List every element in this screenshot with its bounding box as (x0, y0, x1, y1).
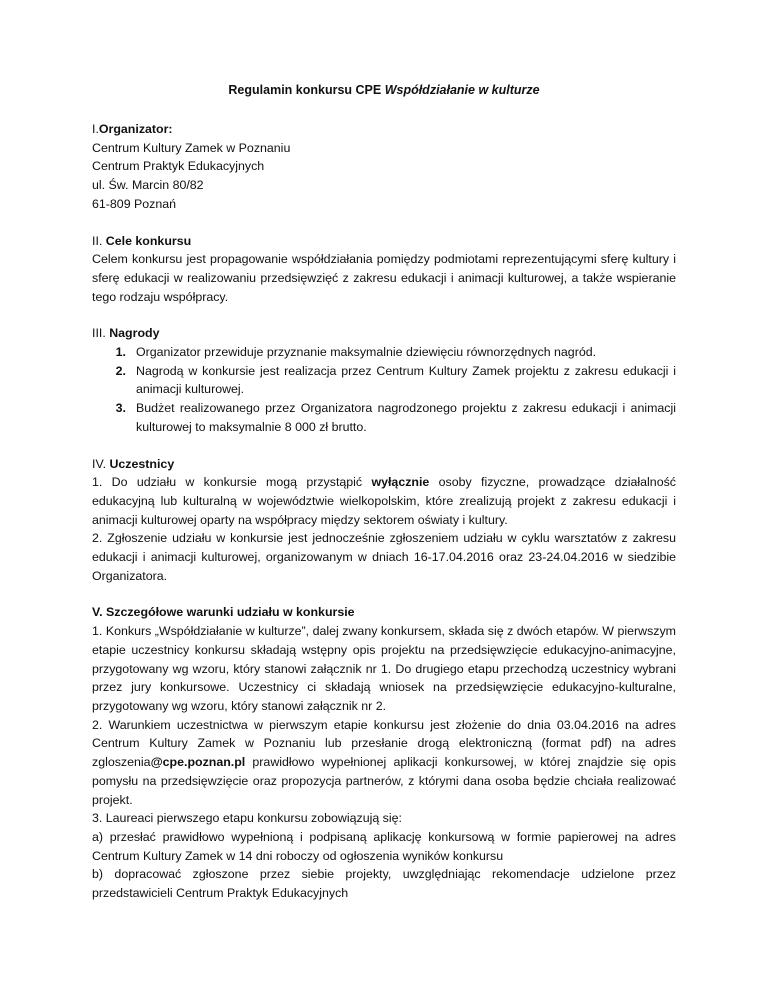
organizer-line: Centrum Kultury Zamek w Poznaniu (92, 140, 291, 155)
section-heading: IV. Uczestnicy (92, 456, 175, 471)
section-participants (92, 455, 676, 586)
list-item: 1. Organizator przewiduje przyznanie maksymalnie dziewięciu równorzędnych nagród. (115, 345, 597, 360)
conditions-paragraph-2: 2. Warunkiem uczestnictwa w pierwszym etapie konkursu jest złożenie do dnia 03.04.2016 na adres Centrum Kultury Zamek w Poznaniu lub przesłanie drogą elektroniczną (format pdf) na adres zgloszenia@cpe.poznan.pl prawidłowo wypełnionej aplikacji konkursowej, w której znajdzie się opis pomysłu na przedsięwzięcie oraz propozycja partnerów, z którymi dana osoba będzie chciała realizować projekt. (92, 717, 676, 807)
awards-list (92, 343, 676, 437)
conditions-item-b: b) dopracować zgłoszone przez siebie projekty, uwzględniając rekomendacje udzielone przez przedstawicieli Centrum Praktyk Edukacyjnych (92, 867, 676, 901)
document-title (0, 80, 768, 100)
section-heading: II. Cele konkursu (92, 233, 192, 248)
email-domain: @cpe.poznan.pl (150, 755, 246, 770)
organizer-line: Centrum Praktyk Edukacyjnych (92, 159, 265, 174)
organizer-line: 61-809 Poznań (92, 196, 177, 211)
participants-paragraph-1: 1. Do udziału w konkursie mogą przystąpić wyłącznie osoby fizyczne, prowadzące działalność edukacyjną lub kulturalną w województwie wielkopolskim, które zrealizują projekt z zakresu edukacji i animacji kulturowej oparty na współpracy między sektorem oświaty i kultury. (92, 475, 676, 527)
list-item: 2. Nagrodą w konkursie jest realizacja przez Centrum Kultury Zamek projektu z zakresu edukacji i animacji kulturowej. (115, 363, 676, 397)
title-text: Regulamin konkursu CPE (228, 83, 385, 97)
conditions-paragraph-1: 1. Konkurs „Współdziałanie w kulturze”, dalej zwany konkursem, składa się z dwóch etapów. W pierwszym etapie uczestnicy konkursu składają wstępny opis projektu na przedsięwzięcie edukacyjno-animacyjne, przygotowany wg wzoru, który stanowi załącznik nr 1. Do drugiego etapu przechodzą uczestnicy wybrani przez jury konkursowe. Uczestnicy ci składają wniosek na przedsięwzięcie edukacyjno-kulturalne, przygotowany wg wzoru, który stanowi załącznik nr 2. (92, 624, 676, 713)
section-heading: I.Organizator: (92, 122, 173, 136)
goals-text: Celem konkursu jest propagowanie współdziałania pomiędzy podmiotami reprezentującymi sferę kultury i sferę edukacji w realizowaniu przedsięwzięć z zakresu edukacji i animacji kulturowej, a także wspieranie tego rodzaju współpracy. (92, 252, 676, 304)
conditions-item-a: a) przesłać prawidłowo wypełnioną i podpisaną aplikację konkursową w formie papierowej na adres Centrum Kultury Zamek w 14 dni roboczy od ogłoszenia wyników konkursu (92, 829, 676, 863)
section-heading: V. Szczegółowe warunki udziału w konkursie (92, 605, 355, 620)
title-italic: Współdziałanie w kulturze (384, 83, 540, 97)
section-organizer (92, 120, 676, 214)
list-item: 3. Budżet realizowanego przez Organizatora nagrodzonego projektu z zakresu edukacji i animacji kulturowej to maksymalnie 8 000 zł brutto. (115, 401, 676, 434)
document-body (92, 120, 676, 921)
section-awards (92, 324, 676, 436)
participants-paragraph-2: 2. Zgłoszenie udziału w konkursie jest jednocześnie zgłoszeniem udziału w cyklu warsztatów z zakresu edukacji i animacji kulturowej, organizowanym w dniach 16-17.04.2016 oraz 23-24.04.2016 w siedzibie Organizatora. (92, 531, 676, 583)
section-conditions (92, 603, 676, 902)
organizer-line: ul. Św. Marcin 80/82 (92, 178, 204, 193)
conditions-paragraph-3: 3. Laureaci pierwszego etapu konkursu zobowiązują się: (92, 811, 402, 826)
section-goals (92, 232, 676, 307)
section-heading: III. Nagrody (92, 326, 160, 341)
